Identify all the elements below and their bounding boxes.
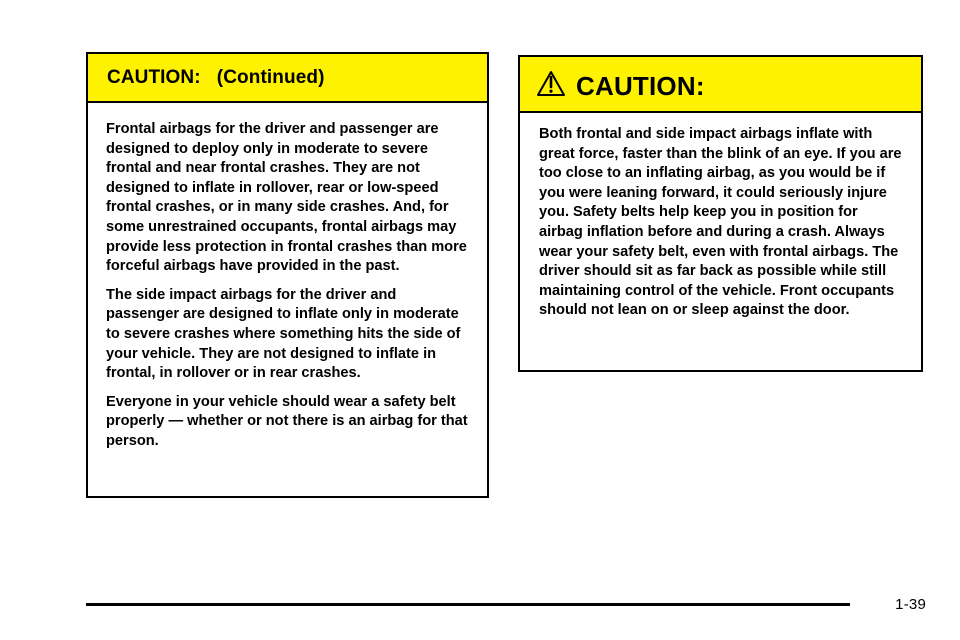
caution-title: CAUTION: — [576, 71, 705, 101]
caution-continued-paragraph: Frontal airbags for the driver and passenger are designed to deploy only in moderate to severe frontal and near frontal crashes. They are not designed to inflate in rollover, rear or low-speed frontal crashes, or in many side crashes. And, for some unrestrained occupants, frontal airbags may provide less protection in frontal crashes than more forceful airbags have provided in the past. — [106, 121, 467, 275]
caution-continued-body — [88, 103, 487, 452]
caution-body — [520, 113, 921, 321]
caution-continued-box — [86, 52, 489, 498]
caution-continued-title: CAUTION: (Continued) — [107, 67, 325, 88]
caution-header — [520, 57, 921, 113]
caution-box — [518, 55, 923, 372]
page-number: 1-39 — [895, 596, 926, 613]
caution-paragraph: Both frontal and side impact airbags inflate with great force, faster than the blink of an eye. If you are too close to an inflating airbag, as you would be if you were leaning forward, it could seriously injure you. Safety belts help keep you in position for airbag inflation before and during a crash. Always wear your safety belt, even with frontal airbags. The driver should sit as far back as possible while still maintaining control of the vehicle. Front occupants should not lean on or sleep against the door. — [539, 126, 902, 319]
caution-continued-paragraph: Everyone in your vehicle should wear a safety belt properly — whether or not there is an airbag for that person. — [106, 393, 468, 449]
caution-continued-paragraph: The side impact airbags for the driver and passenger are designed to inflate only in moderate to severe crashes where something hits the side of your vehicle. They are not designed to inflate in frontal, in rollover or in rear crashes. — [106, 286, 461, 382]
caution-continued-header — [88, 54, 487, 103]
footer-rule — [86, 603, 850, 606]
warning-triangle-icon — [536, 70, 566, 97]
